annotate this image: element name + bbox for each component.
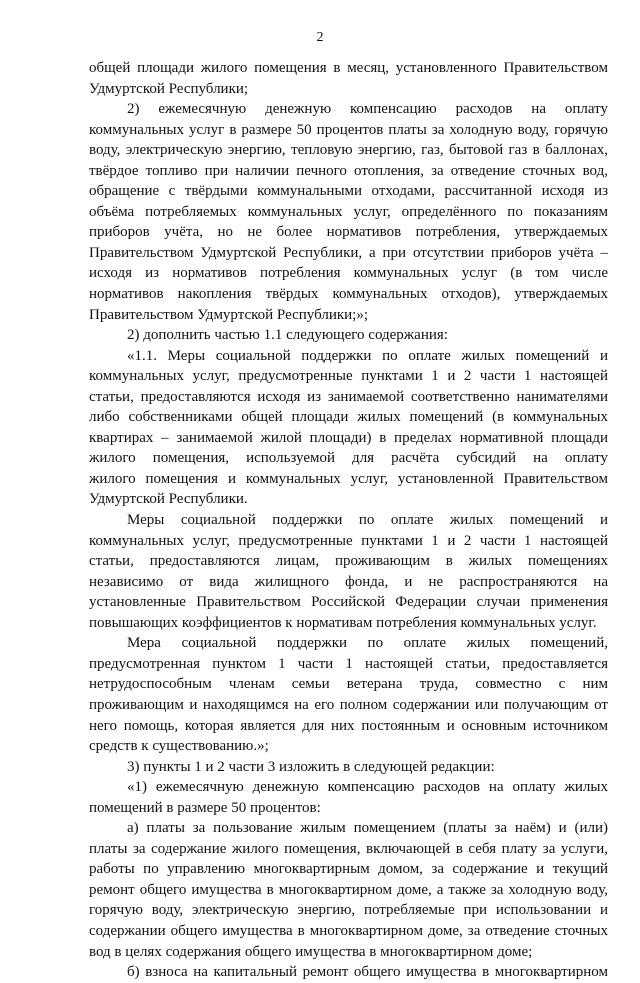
- text-line: проживающим и находящимся на его полном содержании или получающим от: [89, 696, 608, 713]
- text-line: 3) пункты 1 и 2 части 3 изложить в следующей редакции:: [127, 758, 495, 775]
- text-line: 2) ежемесячную денежную компенсацию расходов на оплату: [127, 101, 608, 118]
- text-line: «1) ежемесячную денежную компенсацию расходов на оплату жилых: [127, 779, 608, 796]
- text-line: общей площади жилого помещения в месяц, установленного Правительством: [89, 60, 608, 76]
- text-line: независимо от вида жилищного фонда, и не распространяются на: [89, 573, 608, 590]
- text-line: ремонт общего имущества в многоквартирном доме, а также за холодную воду,: [89, 881, 608, 898]
- text-line: коммунальных услуг, предусмотренные пунктами 1 и 2 части 1 настоящей: [89, 532, 608, 549]
- text-line: коммунальных услуг в размере 50 процентов платы за холодную воду, горячую: [89, 121, 608, 138]
- text-line: Меры социальной поддержки по оплате жилых помещений и: [127, 512, 608, 529]
- text-line: квартирах – занимаемой жилой площади) в пределах нормативной площади: [89, 429, 608, 446]
- text-line: предусмотренная пунктом 1 части 1 настоящей статьи, предоставляется: [89, 655, 608, 672]
- text-line: Удмуртской Республики;: [89, 80, 249, 97]
- text-line: установленные Правительством Российской Федерации случаи применения: [89, 594, 608, 611]
- text-line: приборов учёта, но не более нормативов потребления, утверждаемых: [89, 224, 608, 241]
- text-line: Мера социальной поддержки по оплате жилых помещений,: [127, 635, 608, 652]
- page-number: 2: [316, 30, 324, 45]
- text-line: нетрудоспособным членам семьи ветерана труда, совместно с ним: [89, 676, 608, 693]
- document-body: [89, 58, 608, 983]
- text-line: либо собственниками общей площади жилых помещений (в коммунальных: [89, 409, 608, 426]
- text-line: статьи, предоставляются исходя из занимаемой соответственно нанимателями: [89, 388, 608, 405]
- text-line: работы по управлению многоквартирным домом, за содержание и текущий: [89, 861, 608, 878]
- text-line: статьи, предоставляются лицам, проживающим в жилых помещениях: [89, 553, 608, 570]
- text-line: горячую воду, электрическую энергию, потребляемые при использовании и: [89, 902, 608, 919]
- text-line: средств к существованию.»;: [89, 738, 269, 755]
- text-line: вод в целях содержания общего имущества в многоквартирном доме;: [89, 943, 533, 960]
- text-line: жилого помещения и коммунальных услуг, установленной Правительством: [89, 470, 608, 487]
- text-line: обращение с твёрдыми коммунальными отходами, рассчитанной исходя из: [89, 183, 608, 200]
- text-line: него помощь, которая является для них постоянным и основным источником: [89, 717, 608, 734]
- text-line: коммунальных услуг, предусмотренные пунктами 1 и 2 части 1 настоящей: [89, 368, 608, 385]
- text-line: а) платы за пользование жилым помещением (платы за наём) и (или): [127, 820, 608, 837]
- text-line: «1.1. Меры социальной поддержки по оплате жилых помещений и: [127, 347, 608, 364]
- text-line: объёма потребляемых коммунальных услуг, определённого по показаниям: [89, 203, 608, 220]
- text-line: Удмуртской Республики.: [89, 491, 248, 508]
- text-line: твёрдое топливо при наличии печного отопления, за отведение сточных вод,: [89, 162, 608, 179]
- text-line: помещений в размере 50 процентов:: [89, 799, 321, 816]
- text-line: нормативов накопления твёрдых коммунальных отходов), утверждаемых: [89, 286, 608, 303]
- text-line: исходя из нормативов потребления коммунальных услуг (в том числе: [89, 265, 608, 282]
- text-line: Правительством Удмуртской Республики;»;: [89, 306, 369, 323]
- text-line: жилого помещения, используемой для расчёта субсидий на оплату: [89, 450, 608, 467]
- text-line: содержании общего имущества в многоквартирном доме, за отведение сточных: [89, 922, 608, 939]
- text-line: б) взноса на капитальный ремонт общего имущества в многоквартирном: [127, 964, 608, 981]
- text-line: воду, электрическую энергию, тепловую энергию, газ, бытовой газ в баллонах,: [89, 142, 608, 159]
- text-line: Правительством Удмуртской Республики, а при отсутствии приборов учёта –: [89, 244, 608, 261]
- text-line: 2) дополнить частью 1.1 следующего содержания:: [127, 327, 448, 344]
- text-line: повышающих коэффициентов к нормативам потребления коммунальных услуг.: [89, 614, 597, 631]
- text-line: платы за содержание жилого помещения, включающей в себя плату за услуги,: [89, 840, 608, 857]
